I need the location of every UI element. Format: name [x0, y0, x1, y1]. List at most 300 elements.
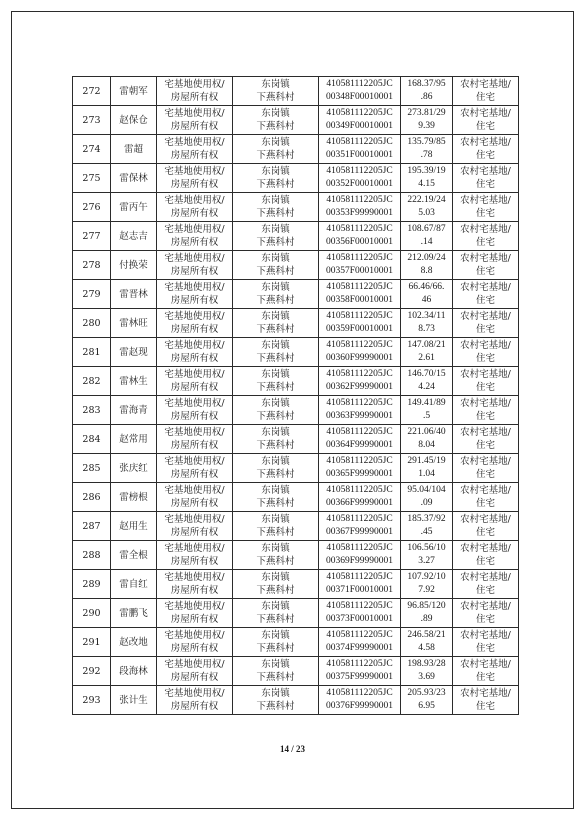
cell-unit-code-line: 00373F00010001 [325, 614, 394, 624]
cell-location [233, 251, 319, 280]
cell-owner-name: 雷全根 [111, 541, 157, 570]
cell-owner-name: 雷林生 [111, 367, 157, 396]
page-number: 14 / 23 [279, 744, 305, 754]
table-row [73, 657, 519, 686]
cell-area-line: .14 [420, 237, 433, 247]
cell-right-type-line: 房屋所有权 [170, 614, 219, 625]
cell-location-line: 东岗镇 [261, 398, 290, 409]
table-row [73, 570, 519, 599]
records-table-body [73, 77, 519, 715]
cell-right-type-line: 宅基地使用权/ [164, 456, 225, 467]
cell-area [401, 309, 453, 338]
cell-area-line: .5 [422, 411, 431, 421]
cell-right-type [157, 425, 233, 454]
cell-unit-code-line: 410581112205JC [326, 601, 393, 611]
cell-land-use [453, 454, 519, 483]
cell-location-line: 下燕科村 [256, 440, 295, 451]
cell-unit-code-line: 00366F99990001 [325, 498, 394, 508]
cell-location [233, 135, 319, 164]
cell-location-line: 东岗镇 [261, 311, 290, 322]
cell-owner-name: 雷保林 [111, 164, 157, 193]
cell-unit-code-line: 410581112205JC [326, 630, 393, 640]
cell-number: 280 [73, 309, 111, 338]
cell-location-line: 下燕科村 [256, 179, 295, 190]
cell-area-line: 3.27 [418, 556, 435, 566]
table-row [73, 367, 519, 396]
cell-location-line: 东岗镇 [261, 514, 290, 525]
cell-area-line: 3.69 [418, 672, 435, 682]
cell-unit-code-line: 00369F99990001 [325, 556, 394, 566]
cell-unit-code [319, 106, 401, 135]
cell-owner-name: 雷超 [111, 135, 157, 164]
cell-location [233, 396, 319, 425]
cell-unit-code [319, 367, 401, 396]
cell-land-use-line: 农村宅基地/ [460, 398, 511, 409]
cell-area-line: 66.46/66. [408, 282, 445, 292]
cell-right-type-line: 房屋所有权 [170, 643, 219, 654]
cell-location [233, 222, 319, 251]
cell-unit-code [319, 222, 401, 251]
cell-land-use-line: 农村宅基地/ [460, 195, 511, 206]
table-row [73, 106, 519, 135]
cell-location-line: 下燕科村 [256, 208, 295, 219]
cell-right-type [157, 251, 233, 280]
cell-location [233, 309, 319, 338]
cell-unit-code-line: 00356F00010001 [325, 237, 394, 247]
cell-area-line: 212.09/24 [407, 253, 446, 263]
cell-land-use-line: 住宅 [475, 701, 495, 712]
cell-land-use-line: 住宅 [475, 643, 495, 654]
cell-number: 289 [73, 570, 111, 599]
cell-land-use-line: 住宅 [475, 672, 495, 683]
cell-number: 284 [73, 425, 111, 454]
cell-right-type-line: 房屋所有权 [170, 150, 219, 161]
cell-location-line: 东岗镇 [261, 195, 290, 206]
cell-area-line: 106.56/10 [407, 543, 446, 553]
table-row [73, 77, 519, 106]
cell-right-type-line: 宅基地使用权/ [164, 340, 225, 351]
cell-owner-name: 段海林 [111, 657, 157, 686]
cell-number: 290 [73, 599, 111, 628]
cell-area-line: 135.79/85 [407, 137, 446, 147]
cell-right-type-line: 房屋所有权 [170, 556, 219, 567]
cell-area-line: 4.15 [418, 179, 435, 189]
cell-number: 274 [73, 135, 111, 164]
cell-land-use-line: 住宅 [475, 295, 495, 306]
cell-right-type-line: 房屋所有权 [170, 382, 219, 393]
cell-land-use-line: 住宅 [475, 353, 495, 364]
cell-right-type-line: 宅基地使用权/ [164, 630, 225, 641]
cell-area-line: .86 [420, 92, 433, 102]
cell-land-use [453, 686, 519, 715]
cell-area [401, 512, 453, 541]
cell-location-line: 下燕科村 [256, 382, 295, 393]
cell-land-use-line: 住宅 [475, 121, 495, 132]
cell-right-type [157, 512, 233, 541]
cell-land-use-line: 农村宅基地/ [460, 485, 511, 496]
cell-location-line: 东岗镇 [261, 108, 290, 119]
table-row [73, 628, 519, 657]
cell-unit-code-line: 00371F00010001 [325, 585, 394, 595]
cell-area-line: 8.04 [418, 440, 435, 450]
cell-right-type-line: 宅基地使用权/ [164, 659, 225, 670]
cell-area [401, 222, 453, 251]
cell-owner-name: 赵改地 [111, 628, 157, 657]
cell-land-use [453, 280, 519, 309]
cell-right-type-line: 宅基地使用权/ [164, 398, 225, 409]
table-row [73, 396, 519, 425]
cell-right-type-line: 房屋所有权 [170, 672, 219, 683]
table-row [73, 686, 519, 715]
cell-area-line: 4.24 [418, 382, 435, 392]
cell-right-type-line: 宅基地使用权/ [164, 137, 225, 148]
cell-location [233, 628, 319, 657]
cell-unit-code-line: 410581112205JC [326, 398, 393, 408]
cell-area-line: 185.37/92 [407, 514, 446, 524]
cell-location-line: 东岗镇 [261, 79, 290, 90]
cell-land-use-line: 农村宅基地/ [460, 369, 511, 380]
cell-unit-code-line: 410581112205JC [326, 224, 393, 234]
cell-location-line: 东岗镇 [261, 688, 290, 699]
cell-area-line: 168.37/95 [407, 79, 446, 89]
cell-right-type-line: 宅基地使用权/ [164, 79, 225, 90]
cell-owner-name: 雷林旺 [111, 309, 157, 338]
cell-right-type [157, 483, 233, 512]
cell-owner-name: 赵常用 [111, 425, 157, 454]
cell-right-type-line: 宅基地使用权/ [164, 427, 225, 438]
cell-right-type [157, 77, 233, 106]
cell-location-line: 东岗镇 [261, 282, 290, 293]
cell-area-line: 102.34/11 [407, 311, 446, 321]
cell-right-type [157, 686, 233, 715]
cell-number: 281 [73, 338, 111, 367]
cell-location-line: 下燕科村 [256, 527, 295, 538]
cell-land-use-line: 农村宅基地/ [460, 543, 511, 554]
cell-location-line: 东岗镇 [261, 485, 290, 496]
cell-area-line: 222.19/24 [407, 195, 446, 205]
cell-unit-code [319, 483, 401, 512]
cell-land-use-line: 农村宅基地/ [460, 79, 511, 90]
cell-land-use-line: 农村宅基地/ [460, 166, 511, 177]
cell-number: 277 [73, 222, 111, 251]
cell-land-use-line: 住宅 [475, 411, 495, 422]
cell-owner-name: 雷自红 [111, 570, 157, 599]
cell-location-line: 下燕科村 [256, 324, 295, 335]
cell-land-use-line: 住宅 [475, 585, 495, 596]
cell-location-line: 下燕科村 [256, 701, 295, 712]
cell-area [401, 483, 453, 512]
cell-unit-code [319, 599, 401, 628]
cell-location [233, 106, 319, 135]
cell-location [233, 77, 319, 106]
cell-land-use-line: 农村宅基地/ [460, 137, 511, 148]
cell-location-line: 下燕科村 [256, 237, 295, 248]
cell-unit-code-line: 00360F99990001 [325, 353, 394, 363]
cell-location [233, 367, 319, 396]
cell-owner-name: 雷鹏飞 [111, 599, 157, 628]
cell-unit-code [319, 309, 401, 338]
cell-location [233, 280, 319, 309]
cell-location [233, 512, 319, 541]
cell-land-use-line: 住宅 [475, 556, 495, 567]
cell-unit-code-line: 410581112205JC [326, 340, 393, 350]
cell-number: 276 [73, 193, 111, 222]
cell-number: 288 [73, 541, 111, 570]
cell-right-type-line: 房屋所有权 [170, 527, 219, 538]
cell-area [401, 686, 453, 715]
table-row [73, 164, 519, 193]
cell-right-type-line: 宅基地使用权/ [164, 688, 225, 699]
cell-area-line: 246.58/21 [407, 630, 446, 640]
cell-unit-code [319, 77, 401, 106]
cell-location-line: 下燕科村 [256, 92, 295, 103]
cell-land-use [453, 309, 519, 338]
cell-land-use [453, 396, 519, 425]
table-row [73, 251, 519, 280]
cell-land-use-line: 农村宅基地/ [460, 224, 511, 235]
cell-location-line: 东岗镇 [261, 543, 290, 554]
cell-land-use-line: 农村宅基地/ [460, 456, 511, 467]
cell-unit-code-line: 00348F00010001 [325, 92, 394, 102]
cell-area-line: 108.67/87 [407, 224, 446, 234]
cell-right-type-line: 房屋所有权 [170, 121, 219, 132]
cell-area [401, 367, 453, 396]
cell-location-line: 下燕科村 [256, 295, 295, 306]
cell-unit-code-line: 410581112205JC [326, 137, 393, 147]
cell-location-line: 东岗镇 [261, 253, 290, 264]
cell-unit-code [319, 657, 401, 686]
cell-land-use-line: 住宅 [475, 324, 495, 335]
cell-land-use-line: 农村宅基地/ [460, 601, 511, 612]
cell-unit-code-line: 410581112205JC [326, 108, 393, 118]
cell-right-type-line: 宅基地使用权/ [164, 572, 225, 583]
cell-right-type-line: 宅基地使用权/ [164, 108, 225, 119]
cell-number: 273 [73, 106, 111, 135]
cell-right-type-line: 房屋所有权 [170, 701, 219, 712]
cell-right-type [157, 367, 233, 396]
cell-land-use-line: 住宅 [475, 527, 495, 538]
cell-land-use [453, 106, 519, 135]
cell-area-line: 149.41/89 [407, 398, 446, 408]
cell-location [233, 338, 319, 367]
cell-unit-code-line: 410581112205JC [326, 543, 393, 553]
cell-area [401, 454, 453, 483]
cell-location-line: 东岗镇 [261, 659, 290, 670]
cell-area-line: 147.08/21 [407, 340, 446, 350]
table-row [73, 280, 519, 309]
cell-right-type [157, 222, 233, 251]
cell-area [401, 628, 453, 657]
cell-unit-code-line: 410581112205JC [326, 659, 393, 669]
cell-unit-code-line: 410581112205JC [326, 688, 393, 698]
cell-area [401, 570, 453, 599]
cell-area [401, 135, 453, 164]
table-row [73, 599, 519, 628]
cell-unit-code [319, 686, 401, 715]
cell-unit-code-line: 410581112205JC [326, 79, 393, 89]
cell-land-use [453, 222, 519, 251]
cell-land-use [453, 541, 519, 570]
cell-right-type-line: 房屋所有权 [170, 585, 219, 596]
cell-unit-code-line: 00376F99990001 [325, 701, 394, 711]
cell-unit-code [319, 454, 401, 483]
cell-area-line: .89 [420, 614, 433, 624]
cell-right-type-line: 房屋所有权 [170, 295, 219, 306]
cell-right-type-line: 房屋所有权 [170, 498, 219, 509]
cell-unit-code [319, 135, 401, 164]
cell-right-type [157, 541, 233, 570]
cell-land-use-line: 住宅 [475, 237, 495, 248]
cell-land-use [453, 599, 519, 628]
cell-unit-code-line: 410581112205JC [326, 572, 393, 582]
cell-location-line: 东岗镇 [261, 630, 290, 641]
cell-land-use-line: 农村宅基地/ [460, 311, 511, 322]
records-table [72, 76, 519, 715]
cell-right-type [157, 309, 233, 338]
cell-area-line: 8.8 [420, 266, 433, 276]
cell-area-line: 221.06/40 [407, 427, 446, 437]
table-row [73, 425, 519, 454]
cell-right-type [157, 135, 233, 164]
cell-area [401, 338, 453, 367]
cell-number: 275 [73, 164, 111, 193]
cell-location-line: 下燕科村 [256, 150, 295, 161]
cell-area-line: 2.61 [418, 353, 435, 363]
table-row [73, 193, 519, 222]
cell-right-type [157, 338, 233, 367]
cell-land-use [453, 512, 519, 541]
cell-owner-name: 雷晋林 [111, 280, 157, 309]
cell-land-use-line: 住宅 [475, 92, 495, 103]
cell-right-type [157, 193, 233, 222]
cell-land-use-line: 住宅 [475, 498, 495, 509]
cell-area-line: 4.58 [418, 643, 435, 653]
cell-number: 293 [73, 686, 111, 715]
cell-land-use-line: 农村宅基地/ [460, 427, 511, 438]
cell-owner-name: 雷丙午 [111, 193, 157, 222]
cell-unit-code-line: 410581112205JC [326, 253, 393, 263]
cell-location-line: 下燕科村 [256, 411, 295, 422]
cell-unit-code-line: 410581112205JC [326, 514, 393, 524]
cell-area [401, 599, 453, 628]
cell-location-line: 东岗镇 [261, 427, 290, 438]
cell-right-type-line: 宅基地使用权/ [164, 514, 225, 525]
cell-unit-code-line: 00353F99990001 [325, 208, 394, 218]
cell-land-use-line: 住宅 [475, 614, 495, 625]
cell-land-use [453, 338, 519, 367]
cell-land-use [453, 657, 519, 686]
cell-right-type-line: 房屋所有权 [170, 92, 219, 103]
cell-location [233, 164, 319, 193]
cell-location [233, 454, 319, 483]
cell-land-use [453, 164, 519, 193]
cell-right-type-line: 宅基地使用权/ [164, 253, 225, 264]
cell-unit-code-line: 410581112205JC [326, 456, 393, 466]
cell-location-line: 东岗镇 [261, 369, 290, 380]
cell-unit-code-line: 00358F00010001 [325, 295, 394, 305]
table-row [73, 541, 519, 570]
cell-unit-code-line: 410581112205JC [326, 166, 393, 176]
cell-owner-name: 雷朝军 [111, 77, 157, 106]
cell-land-use-line: 农村宅基地/ [460, 282, 511, 293]
cell-location [233, 657, 319, 686]
cell-location-line: 下燕科村 [256, 672, 295, 683]
cell-location [233, 541, 319, 570]
cell-location [233, 686, 319, 715]
cell-area [401, 77, 453, 106]
cell-area-line: 95.04/104 [407, 485, 446, 495]
cell-location-line: 东岗镇 [261, 224, 290, 235]
cell-number: 272 [73, 77, 111, 106]
cell-right-type-line: 宅基地使用权/ [164, 224, 225, 235]
cell-owner-name: 雷赵现 [111, 338, 157, 367]
cell-right-type-line: 房屋所有权 [170, 179, 219, 190]
cell-area-line: 6.95 [418, 701, 435, 711]
cell-location-line: 下燕科村 [256, 643, 295, 654]
cell-right-type-line: 房屋所有权 [170, 266, 219, 277]
cell-location-line: 东岗镇 [261, 340, 290, 351]
table-row [73, 309, 519, 338]
cell-land-use-line: 住宅 [475, 266, 495, 277]
cell-area-line: .45 [420, 527, 433, 537]
cell-right-type [157, 628, 233, 657]
cell-unit-code-line: 00374F99990001 [325, 643, 394, 653]
cell-right-type-line: 房屋所有权 [170, 411, 219, 422]
cell-right-type-line: 房屋所有权 [170, 469, 219, 480]
cell-area-line: 195.39/19 [407, 166, 446, 176]
cell-location-line: 下燕科村 [256, 614, 295, 625]
cell-location-line: 下燕科村 [256, 498, 295, 509]
cell-land-use-line: 农村宅基地/ [460, 514, 511, 525]
cell-unit-code-line: 00363F99990001 [325, 411, 394, 421]
cell-location-line: 下燕科村 [256, 353, 295, 364]
cell-unit-code [319, 164, 401, 193]
cell-unit-code [319, 425, 401, 454]
cell-right-type [157, 599, 233, 628]
cell-right-type-line: 宅基地使用权/ [164, 311, 225, 322]
cell-unit-code [319, 396, 401, 425]
cell-unit-code [319, 541, 401, 570]
cell-unit-code-line: 00367F99990001 [325, 527, 394, 537]
cell-area [401, 425, 453, 454]
cell-land-use [453, 251, 519, 280]
cell-location-line: 下燕科村 [256, 469, 295, 480]
cell-unit-code-line: 00364F99990001 [325, 440, 394, 450]
cell-right-type [157, 396, 233, 425]
cell-right-type-line: 房屋所有权 [170, 208, 219, 219]
cell-right-type [157, 106, 233, 135]
cell-location-line: 东岗镇 [261, 166, 290, 177]
table-row [73, 222, 519, 251]
cell-unit-code [319, 570, 401, 599]
cell-right-type-line: 房屋所有权 [170, 324, 219, 335]
cell-land-use-line: 住宅 [475, 150, 495, 161]
cell-number: 286 [73, 483, 111, 512]
cell-location-line: 下燕科村 [256, 556, 295, 567]
cell-number: 278 [73, 251, 111, 280]
cell-unit-code [319, 280, 401, 309]
cell-owner-name: 雷海青 [111, 396, 157, 425]
cell-area-line: 107.92/10 [407, 572, 446, 582]
cell-number: 282 [73, 367, 111, 396]
cell-area [401, 396, 453, 425]
cell-unit-code-line: 410581112205JC [326, 485, 393, 495]
cell-location [233, 570, 319, 599]
cell-land-use-line: 住宅 [475, 208, 495, 219]
cell-area [401, 541, 453, 570]
cell-unit-code-line: 00351F00010001 [325, 150, 394, 160]
cell-owner-name: 张计生 [111, 686, 157, 715]
